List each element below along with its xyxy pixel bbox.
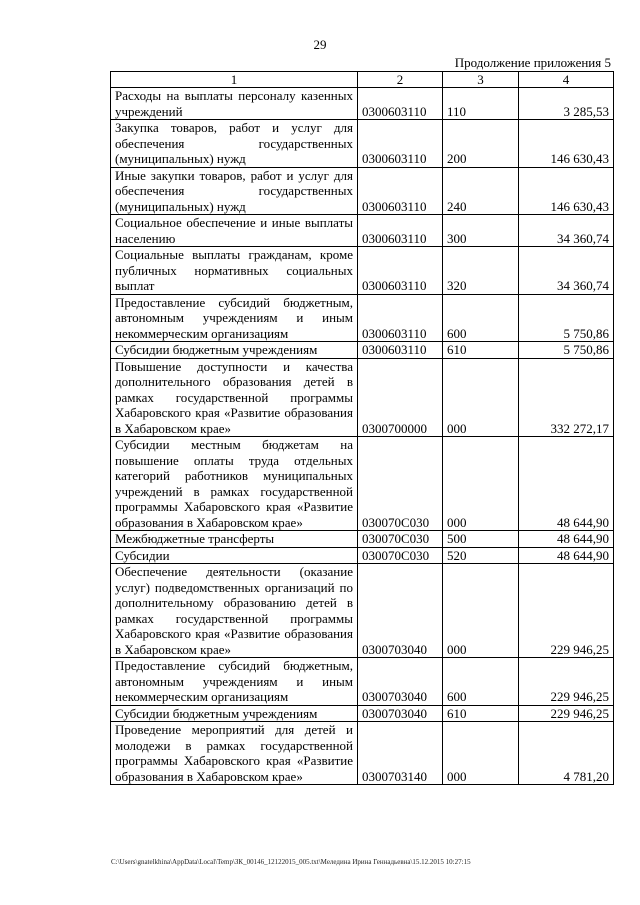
row-amount-cell: 34 360,74 — [519, 247, 614, 295]
table-row — [111, 705, 614, 722]
row-type-cell: 520 — [443, 547, 519, 564]
row-amount-cell: 34 360,74 — [519, 215, 614, 247]
budget-table — [110, 71, 614, 785]
row-type-cell: 320 — [443, 247, 519, 295]
table-row — [111, 247, 614, 295]
row-code-cell: 030070С030 — [358, 531, 443, 548]
row-code-cell: 0300603110 — [358, 247, 443, 295]
table-header-row — [111, 72, 614, 88]
row-code-cell: 030070С030 — [358, 547, 443, 564]
row-type-cell: 000 — [443, 358, 519, 437]
row-name-cell: Социальное обеспечение и иные выплаты населению — [111, 215, 358, 247]
row-name-cell: Межбюджетные трансферты — [111, 531, 358, 548]
table-row — [111, 437, 614, 531]
row-name-cell: Субсидии местным бюджетам на повышение оплаты труда отдельных категорий работников муниципальных учреждений в рамках государственной программы Хабаровского края «Развитие образования в Хабаровском крае» — [111, 437, 358, 531]
table-row — [111, 167, 614, 215]
row-type-cell: 200 — [443, 120, 519, 168]
row-amount-cell: 48 644,90 — [519, 547, 614, 564]
row-code-cell: 0300603110 — [358, 167, 443, 215]
table-row — [111, 722, 614, 785]
row-type-cell: 600 — [443, 294, 519, 342]
page-number: 29 — [313, 37, 327, 52]
row-name-cell: Иные закупки товаров, работ и услуг для обеспечения государственных (муниципальных) нужд — [111, 167, 358, 215]
row-name-cell: Повышение доступности и качества дополнительного образования детей в рамках государственной программы Хабаровского края «Развитие образования в Хабаровском крае» — [111, 358, 358, 437]
table-row — [111, 294, 614, 342]
row-name-cell: Социальные выплаты гражданам, кроме публичных нормативных социальных выплат — [111, 247, 358, 295]
table-row — [111, 358, 614, 437]
row-type-cell: 000 — [443, 564, 519, 658]
table-row — [111, 564, 614, 658]
row-code-cell: 0300603110 — [358, 120, 443, 168]
row-code-cell: 0300700000 — [358, 358, 443, 437]
row-name-cell: Предоставление субсидий бюджетным, автономным учреждениям и иным некоммерческим организациям — [111, 658, 358, 706]
row-code-cell: 0300603110 — [358, 88, 443, 120]
row-amount-cell: 48 644,90 — [519, 531, 614, 548]
row-type-cell: 000 — [443, 437, 519, 531]
row-amount-cell: 5 750,86 — [519, 342, 614, 359]
row-name-cell: Субсидии — [111, 547, 358, 564]
row-type-cell: 300 — [443, 215, 519, 247]
table-row — [111, 658, 614, 706]
table-row — [111, 547, 614, 564]
table-row — [111, 215, 614, 247]
row-amount-cell: 229 946,25 — [519, 705, 614, 722]
row-type-cell: 600 — [443, 658, 519, 706]
row-type-cell: 000 — [443, 722, 519, 785]
continuation-label: Продолжение приложения 5 — [454, 55, 611, 70]
column-header-2: 2 — [358, 72, 443, 88]
row-type-cell: 500 — [443, 531, 519, 548]
table-body — [111, 88, 614, 785]
row-amount-cell: 3 285,53 — [519, 88, 614, 120]
row-amount-cell: 4 781,20 — [519, 722, 614, 785]
row-code-cell: 0300603110 — [358, 294, 443, 342]
row-name-cell: Субсидии бюджетным учреждениям — [111, 705, 358, 722]
row-name-cell: Проведение мероприятий для детей и молодежи в рамках государственной программы Хабаровского края «Развитие образования в Хабаровском крае» — [111, 722, 358, 785]
column-header-3: 3 — [443, 72, 519, 88]
table-row — [111, 120, 614, 168]
row-amount-cell: 146 630,43 — [519, 120, 614, 168]
row-code-cell: 0300703040 — [358, 658, 443, 706]
row-amount-cell: 229 946,25 — [519, 658, 614, 706]
row-name-cell: Закупка товаров, работ и услуг для обеспечения государственных (муниципальных) нужд — [111, 120, 358, 168]
column-header-4: 4 — [519, 72, 614, 88]
row-type-cell: 610 — [443, 342, 519, 359]
table-row — [111, 531, 614, 548]
footer-file-path: C:\Users\gnatelkhina\AppData\Local\Temp\ЗК_00146_12122015_005.txt\Меледина Ирина Геннадьевна\15.12.2015 10:27:15 — [111, 858, 471, 866]
row-name-cell: Расходы на выплаты персоналу казенных учреждений — [111, 88, 358, 120]
row-amount-cell: 48 644,90 — [519, 437, 614, 531]
row-type-cell: 610 — [443, 705, 519, 722]
row-amount-cell: 5 750,86 — [519, 294, 614, 342]
row-code-cell: 0300703040 — [358, 564, 443, 658]
row-code-cell: 0300603110 — [358, 342, 443, 359]
row-type-cell: 110 — [443, 88, 519, 120]
table-row — [111, 342, 614, 359]
row-type-cell: 240 — [443, 167, 519, 215]
row-amount-cell: 146 630,43 — [519, 167, 614, 215]
row-code-cell: 0300603110 — [358, 215, 443, 247]
row-code-cell: 0300703040 — [358, 705, 443, 722]
row-code-cell: 030070С030 — [358, 437, 443, 531]
row-name-cell: Субсидии бюджетным учреждениям — [111, 342, 358, 359]
column-header-1: 1 — [111, 72, 358, 88]
table-row — [111, 88, 614, 120]
row-amount-cell: 229 946,25 — [519, 564, 614, 658]
row-amount-cell: 332 272,17 — [519, 358, 614, 437]
row-name-cell: Предоставление субсидий бюджетным, автономным учреждениям и иным некоммерческим организациям — [111, 294, 358, 342]
row-code-cell: 0300703140 — [358, 722, 443, 785]
row-name-cell: Обеспечение деятельности (оказание услуг) подведомственных организаций по дополнительному образованию детей в рамках государственной программы Хабаровского края «Развитие образования в Хабаровском крае» — [111, 564, 358, 658]
